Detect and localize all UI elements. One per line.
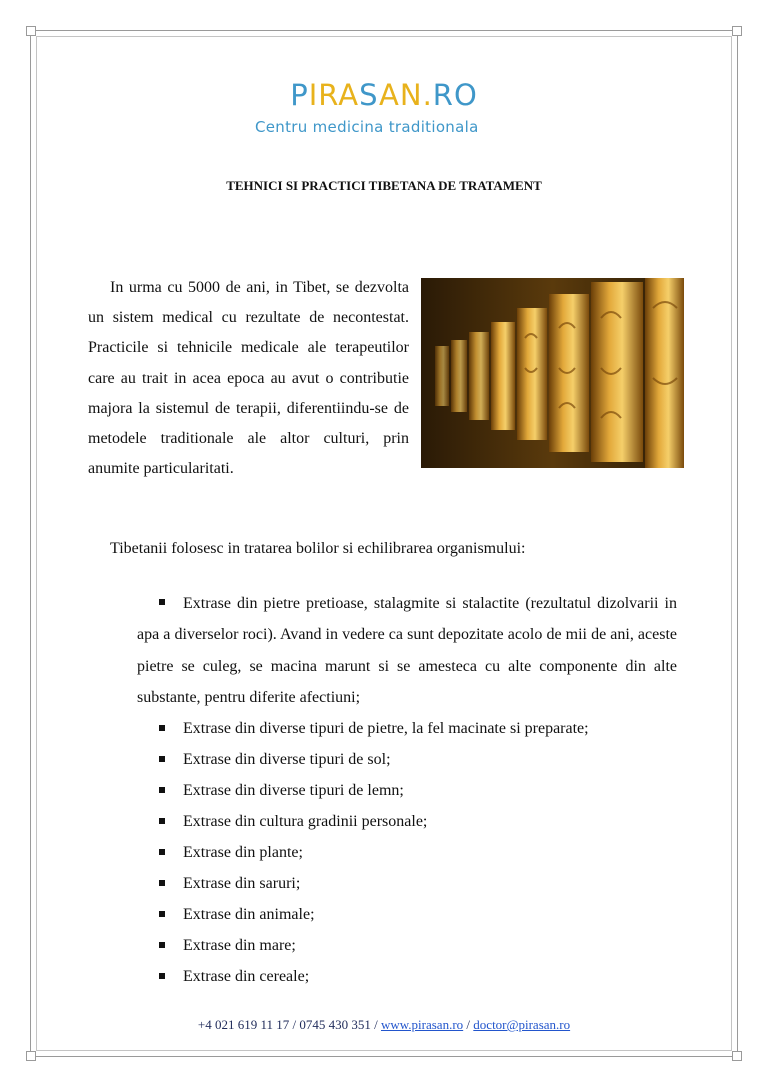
document-title: TEHNICI SI PRACTICI TIBETANA DE TRATAMENT (226, 178, 542, 193)
bullet-icon (159, 880, 165, 886)
bullet-icon (159, 787, 165, 793)
bullet-icon (159, 973, 165, 979)
list-item: Extrase din diverse tipuri de pietre, la fel macinate si preparate; (137, 713, 677, 744)
footer-separator: / (466, 1017, 471, 1032)
border-corner (732, 26, 742, 36)
list-item: Extrase din mare; (137, 930, 677, 961)
prayer-wheels-photo (421, 278, 684, 468)
list-item: Extrase din cultura gradinii personale; (137, 806, 677, 837)
list-item: Extrase din cereale; (137, 961, 677, 992)
bullet-icon (159, 756, 165, 762)
bullet-icon (159, 942, 165, 948)
site-logo: PIRASAN.RO (290, 78, 478, 112)
list-item: Extrase din diverse tipuri de sol; (137, 744, 677, 775)
bullet-icon (159, 725, 165, 731)
bullet-icon (159, 849, 165, 855)
list-intro: Tibetanii folosesc in tratarea bolilor si echilibrarea organismului: (110, 540, 526, 557)
bullet-icon (159, 599, 165, 605)
bullet-icon (159, 818, 165, 824)
website-link[interactable]: www.pirasan.ro (380, 1017, 464, 1032)
list-item: Extrase din diverse tipuri de lemn; (137, 775, 677, 806)
email-link[interactable]: doctor@pirasan.ro (473, 1017, 571, 1032)
page-footer (0, 1017, 768, 1033)
list-item: Extrase din pietre pretioase, stalagmite si stalactite (rezultatul dizolvarii in apa a diverselor roci). Avand in vedere ca sunt depozitate acolo de mii de ani, aceste pietre se culeg, se macina marunt si se amesteca cu alte componente din alte substante, pentru diferite afectiuni; (137, 595, 677, 706)
bullet-icon (159, 911, 165, 917)
border-corner (26, 1051, 36, 1061)
site-subtitle: Centru medicina traditionala (255, 118, 479, 136)
footer-phones: +4 021 619 11 17 / 0745 430 351 / (197, 1017, 378, 1032)
list-item: Extrase din animale; (137, 899, 677, 930)
border-corner (26, 26, 36, 36)
intro-paragraph: In urma cu 5000 de ani, in Tibet, se dezvolta un sistem medical cu rezultate de necontestat. Practicile si tehnicile medicale ale terapeutilor care au trait in acea epoca au avut o contributie majora la sistemul de terapii, diferentiindu-se de metodele traditionale ale altor culturi, prin anumite particularitati. (88, 279, 409, 478)
remedies-list (137, 588, 677, 992)
list-item: Extrase din saruri; (137, 868, 677, 899)
list-item: Extrase din plante; (137, 837, 677, 868)
border-corner (732, 1051, 742, 1061)
